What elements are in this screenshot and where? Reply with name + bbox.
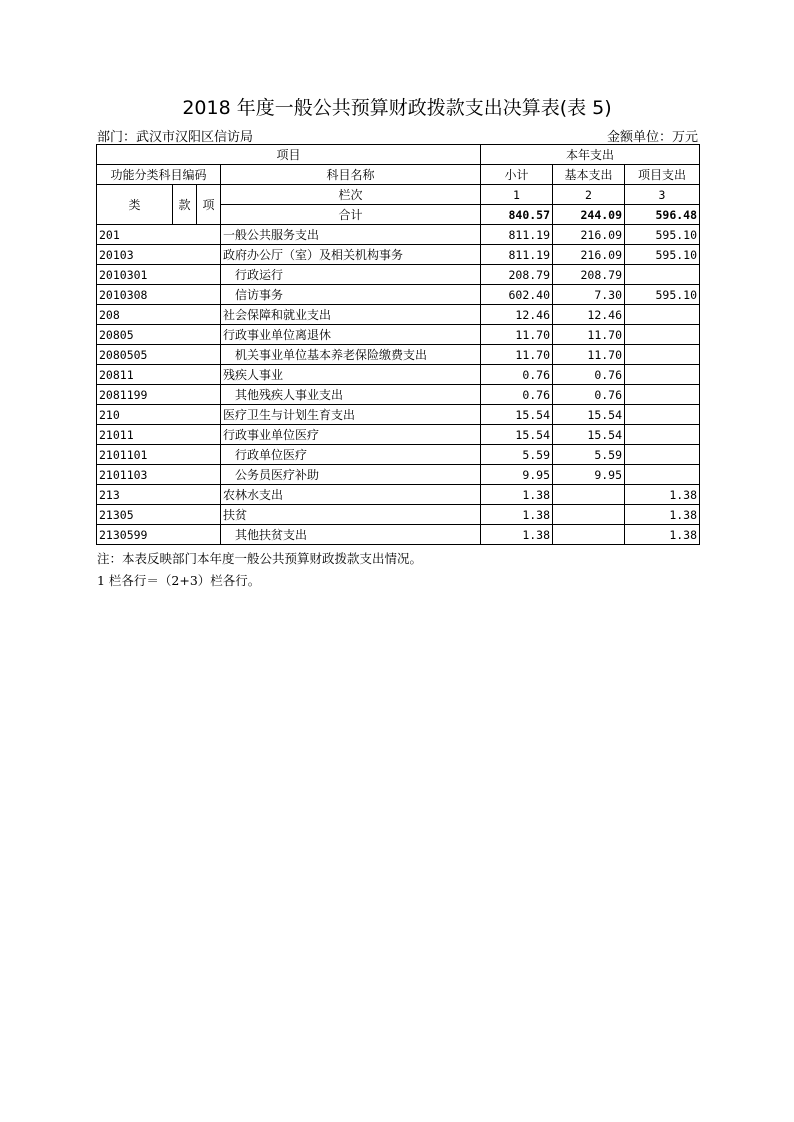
row-subtotal: 5.59 bbox=[481, 445, 553, 465]
total-project: 596.48 bbox=[625, 205, 700, 225]
table-row bbox=[97, 305, 700, 325]
row-code: 21305 bbox=[97, 505, 221, 525]
row-project bbox=[625, 385, 700, 405]
row-project: 595.10 bbox=[625, 245, 700, 265]
row-subtotal: 602.40 bbox=[481, 285, 553, 305]
row-basic: 216.09 bbox=[553, 225, 625, 245]
header-func-code: 功能分类科目编码 bbox=[97, 165, 221, 185]
department-label: 部门：武汉市汉阳区信访局 bbox=[97, 130, 254, 145]
row-subtotal: 0.76 bbox=[481, 385, 553, 405]
row-project bbox=[625, 365, 700, 385]
row-name: 残疾人事业 bbox=[221, 365, 481, 385]
row-name: 其他扶贫支出 bbox=[221, 525, 481, 545]
row-name: 公务员医疗补助 bbox=[221, 465, 481, 485]
header-col1: 1 bbox=[481, 185, 553, 205]
row-project bbox=[625, 425, 700, 445]
row-basic: 11.70 bbox=[553, 345, 625, 365]
row-subtotal: 811.19 bbox=[481, 245, 553, 265]
row-code: 208 bbox=[97, 305, 221, 325]
row-name: 行政事业单位离退休 bbox=[221, 325, 481, 345]
row-project: 1.38 bbox=[625, 525, 700, 545]
header-row-2 bbox=[97, 165, 700, 185]
total-label: 合计 bbox=[221, 205, 481, 225]
row-name: 社会保障和就业支出 bbox=[221, 305, 481, 325]
row-name: 政府办公厅（室）及相关机构事务 bbox=[221, 245, 481, 265]
header-subtotal: 小计 bbox=[481, 165, 553, 185]
row-basic bbox=[553, 525, 625, 545]
row-code: 2080505 bbox=[97, 345, 221, 365]
row-basic: 15.54 bbox=[553, 405, 625, 425]
table-row bbox=[97, 285, 700, 305]
footnote-2: 1 栏各行＝（2+3）栏各行。 bbox=[97, 573, 261, 588]
header-project: 项目 bbox=[97, 145, 481, 165]
row-project bbox=[625, 445, 700, 465]
row-basic: 15.54 bbox=[553, 425, 625, 445]
footnote-1: 注：本表反映部门本年度一般公共预算财政拨款支出情况。 bbox=[97, 551, 423, 566]
row-name: 其他残疾人事业支出 bbox=[221, 385, 481, 405]
row-project bbox=[625, 465, 700, 485]
header-row-1 bbox=[97, 145, 700, 165]
header-row-3 bbox=[97, 185, 700, 205]
row-subtotal: 9.95 bbox=[481, 465, 553, 485]
row-code: 2101103 bbox=[97, 465, 221, 485]
row-subtotal: 11.70 bbox=[481, 345, 553, 365]
header-kuan: 款 bbox=[173, 185, 197, 225]
table-row bbox=[97, 365, 700, 385]
row-name: 行政运行 bbox=[221, 265, 481, 285]
unit-label: 金额单位：万元 bbox=[606, 130, 698, 145]
row-project bbox=[625, 265, 700, 285]
row-name: 机关事业单位基本养老保险缴费支出 bbox=[221, 345, 481, 365]
table-row bbox=[97, 485, 700, 505]
row-basic: 12.46 bbox=[553, 305, 625, 325]
row-name: 行政事业单位医疗 bbox=[221, 425, 481, 445]
row-code: 210 bbox=[97, 405, 221, 425]
row-code: 2101101 bbox=[97, 445, 221, 465]
table-row bbox=[97, 385, 700, 405]
header-xiang: 项 bbox=[197, 185, 221, 225]
row-subtotal: 1.38 bbox=[481, 485, 553, 505]
table-row bbox=[97, 465, 700, 485]
row-project: 595.10 bbox=[625, 225, 700, 245]
header-project-exp: 项目支出 bbox=[625, 165, 700, 185]
row-basic: 9.95 bbox=[553, 465, 625, 485]
row-subtotal: 208.79 bbox=[481, 265, 553, 285]
row-code: 2130599 bbox=[97, 525, 221, 545]
row-project: 1.38 bbox=[625, 505, 700, 525]
table-row bbox=[97, 405, 700, 425]
expenditure-table bbox=[96, 144, 700, 545]
row-basic: 0.76 bbox=[553, 385, 625, 405]
row-basic: 0.76 bbox=[553, 365, 625, 385]
header-current-year: 本年支出 bbox=[481, 145, 700, 165]
row-name: 扶贫 bbox=[221, 505, 481, 525]
row-subtotal: 11.70 bbox=[481, 325, 553, 345]
row-subtotal: 1.38 bbox=[481, 525, 553, 545]
table-row bbox=[97, 345, 700, 365]
row-subtotal: 0.76 bbox=[481, 365, 553, 385]
row-subtotal: 15.54 bbox=[481, 425, 553, 445]
row-code: 201 bbox=[97, 225, 221, 245]
table-row bbox=[97, 525, 700, 545]
table-row bbox=[97, 325, 700, 345]
row-subtotal: 12.46 bbox=[481, 305, 553, 325]
row-basic: 216.09 bbox=[553, 245, 625, 265]
row-code: 20811 bbox=[97, 365, 221, 385]
table-row bbox=[97, 445, 700, 465]
row-name: 信访事务 bbox=[221, 285, 481, 305]
row-basic: 208.79 bbox=[553, 265, 625, 285]
table-row bbox=[97, 505, 700, 525]
row-basic: 11.70 bbox=[553, 325, 625, 345]
row-project bbox=[625, 345, 700, 365]
header-basic: 基本支出 bbox=[553, 165, 625, 185]
row-code: 213 bbox=[97, 485, 221, 505]
table-row bbox=[97, 225, 700, 245]
row-code: 21011 bbox=[97, 425, 221, 445]
row-project bbox=[625, 305, 700, 325]
table-row bbox=[97, 425, 700, 445]
header-column-no: 栏次 bbox=[221, 185, 481, 205]
row-name: 一般公共服务支出 bbox=[221, 225, 481, 245]
total-basic: 244.09 bbox=[553, 205, 625, 225]
row-code: 20805 bbox=[97, 325, 221, 345]
row-subtotal: 15.54 bbox=[481, 405, 553, 425]
row-project bbox=[625, 405, 700, 425]
row-basic: 7.30 bbox=[553, 285, 625, 305]
header-lei: 类 bbox=[97, 185, 173, 225]
row-subtotal: 1.38 bbox=[481, 505, 553, 525]
row-project: 1.38 bbox=[625, 485, 700, 505]
row-code: 20103 bbox=[97, 245, 221, 265]
header-subject-name: 科目名称 bbox=[221, 165, 481, 185]
table-row bbox=[97, 245, 700, 265]
row-code: 2010301 bbox=[97, 265, 221, 285]
row-code: 2081199 bbox=[97, 385, 221, 405]
row-project: 595.10 bbox=[625, 285, 700, 305]
row-subtotal: 811.19 bbox=[481, 225, 553, 245]
row-project bbox=[625, 325, 700, 345]
total-subtotal: 840.57 bbox=[481, 205, 553, 225]
header-col3: 3 bbox=[625, 185, 700, 205]
row-name: 医疗卫生与计划生育支出 bbox=[221, 405, 481, 425]
header-col2: 2 bbox=[553, 185, 625, 205]
row-code: 2010308 bbox=[97, 285, 221, 305]
row-name: 农林水支出 bbox=[221, 485, 481, 505]
page-title: 2018 年度一般公共预算财政拨款支出决算表(表 5) bbox=[182, 97, 612, 119]
row-basic bbox=[553, 505, 625, 525]
row-basic: 5.59 bbox=[553, 445, 625, 465]
row-name: 行政单位医疗 bbox=[221, 445, 481, 465]
row-basic bbox=[553, 485, 625, 505]
table-row bbox=[97, 265, 700, 285]
